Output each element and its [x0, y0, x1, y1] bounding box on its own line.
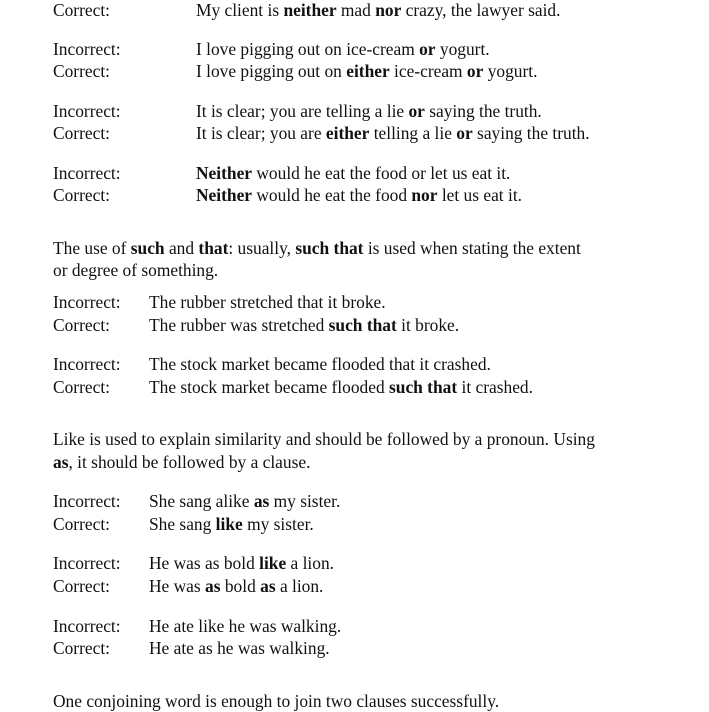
paragraph-line [53, 428, 595, 450]
text-run: : usually, [228, 238, 296, 258]
bold-keyword: nor [375, 0, 402, 20]
bold-keyword: nor [411, 185, 438, 205]
bold-keyword: that [198, 238, 229, 258]
correct-label: Correct: [53, 315, 110, 335]
incorrect-label: Incorrect: [53, 39, 121, 59]
incorrect-label: Incorrect: [53, 163, 121, 183]
text-run: The use of [53, 238, 131, 258]
incorrect-label: Incorrect: [53, 354, 121, 374]
text-run: mad [336, 0, 376, 20]
incorrect-sentence [196, 100, 542, 122]
incorrect-sentence [149, 490, 340, 512]
text-run: One conjoining word is enough to join two clauses successfully. [53, 691, 500, 711]
paragraph-line [53, 237, 581, 259]
text-run: saying the truth. [472, 123, 590, 143]
incorrect-label: Incorrect: [53, 491, 121, 511]
bold-keyword: or [408, 101, 425, 121]
text-run: ice-cream [389, 61, 467, 81]
bold-keyword: like [259, 553, 287, 573]
correct-label: Correct: [53, 61, 110, 81]
text-run: it broke. [396, 315, 460, 335]
text-run: , it should be followed by a clause. [68, 452, 311, 472]
text-run: I love pigging out on ice-cream [196, 39, 420, 59]
text-run: my sister. [269, 491, 341, 511]
bold-keyword: such that [389, 377, 458, 397]
incorrect-sentence [149, 615, 341, 637]
text-run: It is clear; you are telling a lie [196, 101, 409, 121]
text-run: He ate as he was walking. [149, 638, 330, 658]
text-run: I love pigging out on [196, 61, 347, 81]
correct-label: Correct: [53, 638, 110, 658]
text-run: and [164, 238, 199, 258]
incorrect-sentence [196, 38, 490, 60]
text-run: it crashed. [457, 377, 533, 397]
bold-keyword: as [253, 491, 270, 511]
bold-keyword: either [346, 61, 390, 81]
bold-keyword: either [325, 123, 370, 143]
text-run: let us eat it. [437, 185, 523, 205]
incorrect-label: Incorrect: [53, 292, 121, 312]
bold-keyword: such that [295, 238, 364, 258]
correct-sentence [149, 575, 323, 597]
bold-keyword: or [456, 123, 473, 143]
bold-keyword: like [215, 514, 243, 534]
text-run: a lion. [286, 553, 335, 573]
text-run: crazy, the lawyer said. [401, 0, 561, 20]
text-run: Like is used to explain similarity and should be followed by a pronoun. Using [53, 429, 595, 449]
text-run: She sang [149, 514, 216, 534]
text-run: She sang alike [149, 491, 254, 511]
bold-keyword: as [205, 576, 221, 596]
correct-label: Correct: [53, 185, 110, 205]
correct-sentence [149, 314, 459, 336]
text-run: The rubber was stretched [149, 315, 329, 335]
bold-keyword: Neither [196, 185, 253, 205]
correct-label: Correct: [53, 0, 110, 20]
incorrect-label: Incorrect: [53, 616, 121, 636]
correct-sentence [196, 184, 522, 206]
bold-keyword: or [466, 61, 484, 81]
paragraph-line [53, 259, 218, 281]
bold-keyword: neither [283, 0, 337, 20]
text-run: He was as bold [149, 553, 260, 573]
bold-keyword: such [130, 238, 165, 258]
text-run: would he eat the food or let us eat it. [252, 163, 511, 183]
correct-label: Correct: [53, 377, 110, 397]
correct-sentence [149, 513, 314, 535]
text-run: my sister. [242, 514, 314, 534]
bold-keyword: as [53, 452, 69, 472]
text-run: would he eat the food [252, 185, 412, 205]
text-run: telling a lie [369, 123, 457, 143]
text-run: yogurt. [435, 39, 490, 59]
correct-label: Correct: [53, 514, 110, 534]
incorrect-sentence [149, 552, 334, 574]
text-run: a lion. [275, 576, 324, 596]
incorrect-sentence [196, 162, 510, 184]
text-run: He was [149, 576, 206, 596]
text-run: It is clear; you are [196, 123, 326, 143]
bold-keyword: Neither [196, 163, 253, 183]
bold-keyword: such that [328, 315, 397, 335]
text-run: is used when stating the extent [363, 238, 581, 258]
text-run: He ate like he was walking. [149, 616, 342, 636]
text-run: My client is [196, 0, 284, 20]
paragraph-line [53, 451, 310, 473]
bold-keyword: or [419, 39, 436, 59]
bold-keyword: as [260, 576, 276, 596]
correct-label: Correct: [53, 576, 110, 596]
correct-sentence [196, 0, 560, 21]
text-run: yogurt. [483, 61, 538, 81]
incorrect-sentence [149, 353, 491, 375]
incorrect-label: Incorrect: [53, 553, 121, 573]
incorrect-label: Incorrect: [53, 101, 121, 121]
text-run: The stock market became flooded [149, 377, 389, 397]
text-run: saying the truth. [424, 101, 542, 121]
correct-sentence [196, 122, 590, 144]
text-run: The stock market became flooded that it crashed. [149, 354, 491, 374]
correct-sentence [149, 376, 533, 398]
text-run: The rubber stretched that it broke. [149, 292, 386, 312]
text-run: or degree of something. [53, 260, 219, 280]
correct-sentence [149, 637, 330, 659]
correct-sentence [196, 60, 537, 82]
correct-label: Correct: [53, 123, 110, 143]
incorrect-sentence [149, 291, 386, 313]
text-run: bold [220, 576, 261, 596]
